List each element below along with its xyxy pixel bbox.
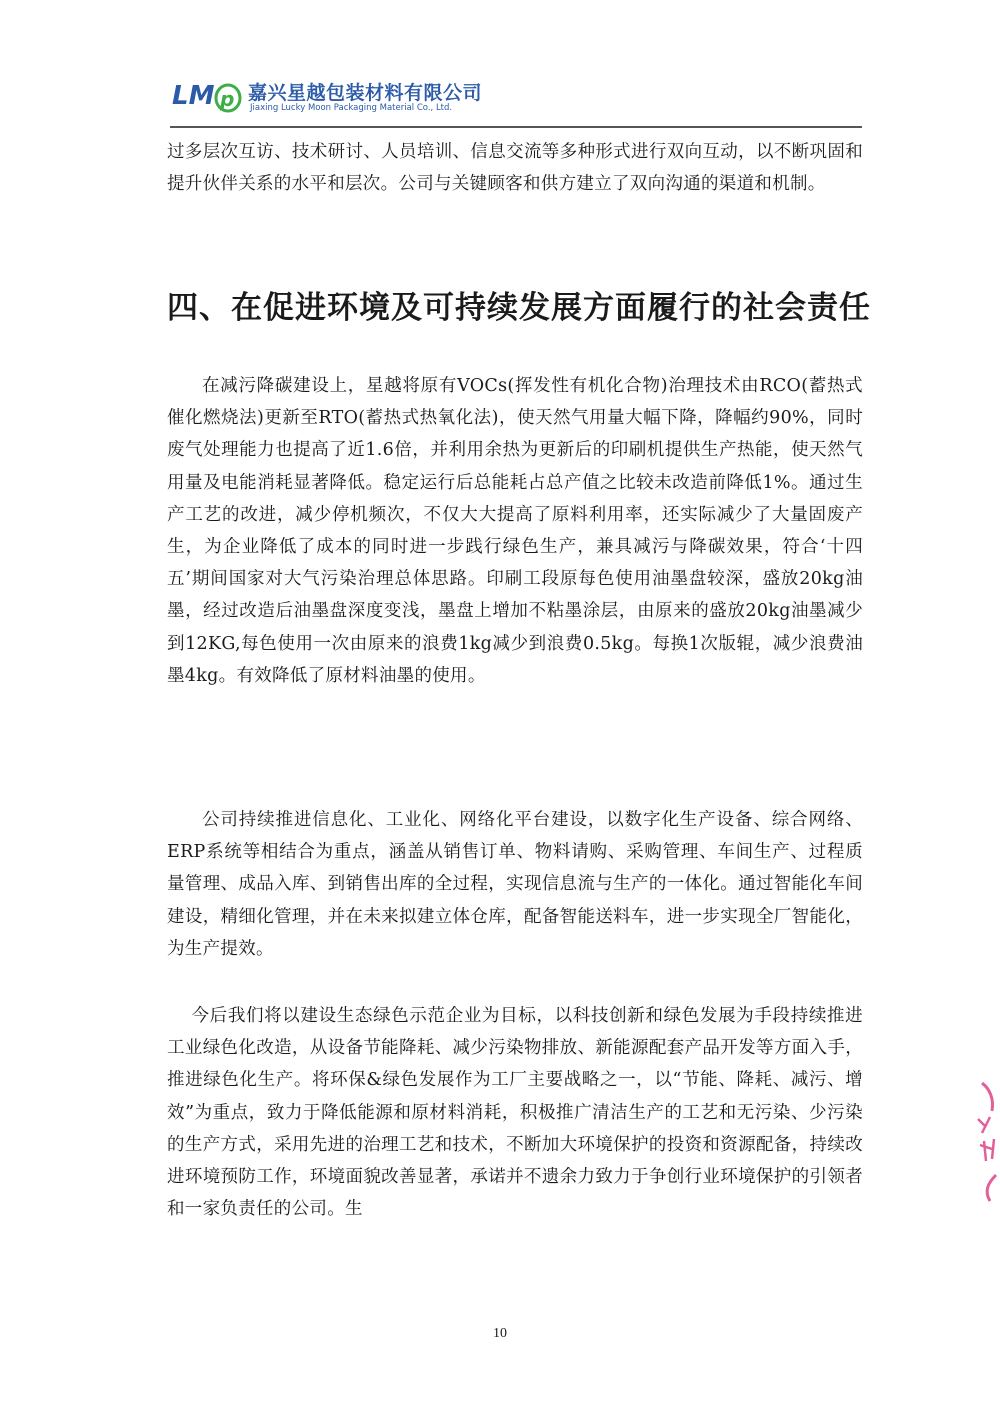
company-name-cn: 嘉兴星越包装材料有限公司 <box>248 82 483 104</box>
paragraph-1: 过多层次互访、技术研讨、人员培训、信息交流等多种形式进行双向互动，以不断巩固和提升伙伴关系的水平和层次。公司与关键顾客和供方建立了双向沟通的渠道和机制。 <box>167 142 863 195</box>
seal-stamp-fragment-icon <box>972 1075 1000 1205</box>
company-name-en: Jiaxing Lucky Moon Packaging Material Co., Ltd. <box>250 103 453 113</box>
paragraph-2: 在减污降碳建设上，星越将原有VOCs(挥发性有机化合物)治理技术由RCO(蓄热式催化燃烧法)更新至RTO(蓄热式热氧化法)，使天然气用量大幅下降，降幅约90%，同时废气处理能力也提高了近1.6倍，并利用余热为更新后的印刷机提供生产热能，使天然气用量及电能消耗显著降低。稳定运行后总能耗占总产值之比较未改造前降低1%。通过生产工艺的改进，减少停机频次，不仅大大提高了原料利用率，还实际减少了大量固废产生，为企业降低了成本的同时进一步践行绿色生产，兼具减污与降碳效果，符合‘十四五’期间国家对大气污染治理总体思路。印刷工段原每色使用油墨盘较深，盛放20kg油墨，经过改造后油墨盘深度变浅，墨盘上增加不粘墨涂层，由原来的盛放20kg油墨减少到12KG,每色使用一次由原来的浪费1kg减少到浪费0.5kg。每换1次版辊，减少浪费油墨4kg。有效降低了原材料油墨的使用。 <box>167 376 863 686</box>
page-number: 10 <box>493 1326 507 1341</box>
paragraph-4: 今后我们将以建设生态绿色示范企业为目标，以科技创新和绿色发展为手段持续推进工业绿色化改造，从设备节能降耗、减少污染物排放、新能源配套产品开发等方面入手，推进绿色化生产。将环保&绿色发展作为工厂主要战略之一，以“节能、降耗、减污、增效”为重点，致力于降低能源和原材料消耗，积极推广清洁生产的工艺和无污染、少污染的生产方式，采用先进的治理工艺和技术，不断加大环境保护的投资和资源配备，持续改进环境预防工作，环境面貌改善显著，承诺并不遗余力致力于争创行业环境保护的引领者和一家负责任的公司。生 <box>167 1006 863 1220</box>
svg-text:p: p <box>220 87 235 111</box>
page-header <box>170 72 862 128</box>
svg-text:LM: LM <box>172 81 215 111</box>
paragraph-3: 公司持续推进信息化、工业化、网络化平台建设，以数字化生产设备、综合网络、ERP系统等相结合为重点，涵盖从销售订单、物料请购、采购管理、车间生产、过程质量管理、成品入库、到销售出库的全过程，实现信息流与生产的一体化。通过智能化车间建设，精细化管理，并在未来拟建立体仓库，配备智能送料车，进一步实现全厂智能化，为生产提效。 <box>167 810 863 959</box>
header-divider <box>170 126 862 128</box>
section-heading: 四、在促进环境及可持续发展方面履行的社会责任 <box>167 290 871 326</box>
company-logo-icon <box>170 76 242 116</box>
